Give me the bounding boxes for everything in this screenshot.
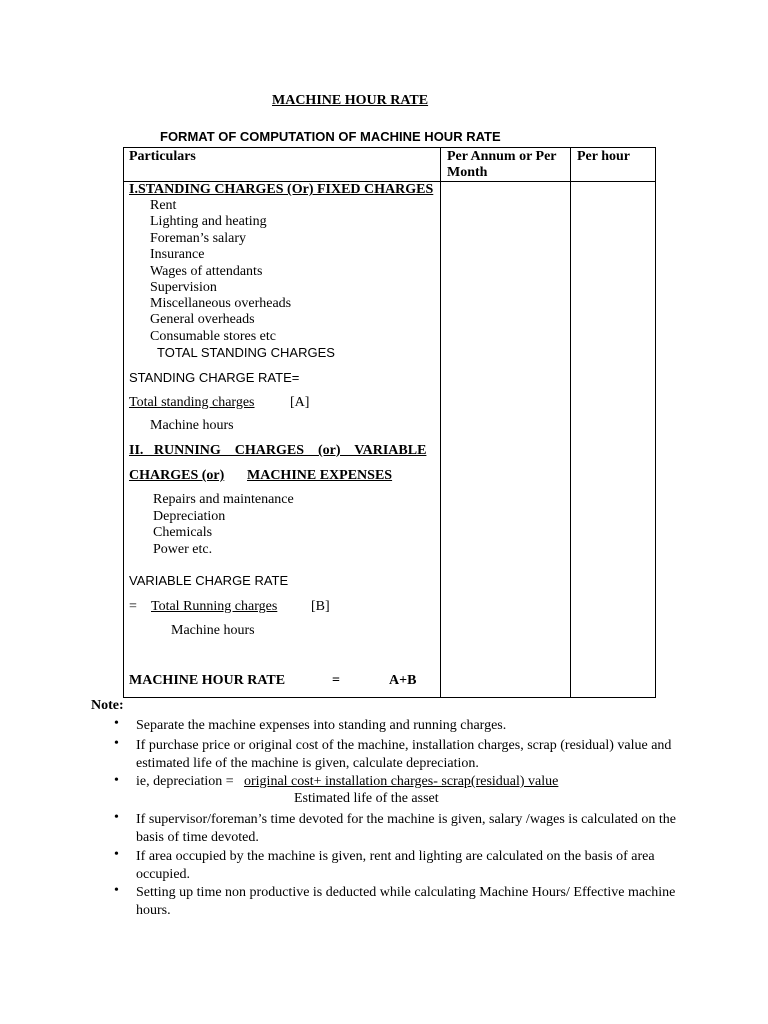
standing-item: Consumable stores etc: [150, 329, 276, 344]
note-item: If purchase price or original cost of the machine, installation charges, scrap (residual) value and estimated life of the machine is given, calculate depreciation.: [136, 738, 672, 771]
running-item: Chemicals: [153, 525, 213, 540]
table-subtitle: FORMAT OF COMPUTATION OF MACHINE HOUR RATE: [160, 129, 501, 144]
note-item: If area occupied by the machine is given, rent and lighting are calculated on the basis of area occupied.: [136, 849, 655, 882]
standing-rate-label: STANDING CHARGE RATE=: [129, 370, 300, 385]
bullet-icon: •: [114, 883, 119, 898]
standing-item: Foreman’s salary: [150, 231, 247, 246]
bullet-icon: •: [114, 847, 119, 862]
depreciation-numerator: original cost+ installation charges- scrap(residual) value: [244, 774, 559, 789]
variable-rate-numerator: Total Running charges: [151, 599, 278, 614]
header-particulars: Particulars: [129, 149, 196, 164]
header-per-hour: Per hour: [577, 149, 631, 164]
standing-rate-denominator: Machine hours: [150, 418, 234, 433]
standing-item: General overheads: [150, 312, 255, 327]
running-heading-line2b: MACHINE EXPENSES: [247, 468, 393, 483]
standing-rate-numerator: Total standing charges: [129, 395, 255, 410]
marker-b: [B]: [311, 599, 330, 614]
header-per-annum-1: Per Annum or Per: [447, 149, 557, 164]
running-heading-line2a: CHARGES (or): [129, 468, 225, 483]
standing-heading: I.STANDING CHARGES (Or) FIXED CHARGES: [129, 182, 434, 197]
running-item: Power etc.: [153, 542, 213, 557]
bullet-icon: •: [114, 736, 119, 751]
standing-item: Lighting and heating: [150, 214, 267, 229]
header-per-annum-2: Month: [447, 165, 488, 180]
machine-hour-rate-label: MACHINE HOUR RATE: [129, 673, 286, 688]
bullet-icon: •: [114, 773, 119, 788]
bullet-icon: •: [114, 810, 119, 825]
running-heading-line1: II. RUNNING CHARGES (or) VARIABLE: [129, 443, 427, 458]
standing-item: Wages of attendants: [150, 264, 263, 279]
running-item: Depreciation: [153, 509, 226, 524]
machine-hour-rate-equals: =: [332, 673, 340, 688]
page-title: MACHINE HOUR RATE: [272, 93, 429, 108]
running-item: Repairs and maintenance: [153, 492, 294, 507]
variable-rate-label: VARIABLE CHARGE RATE: [129, 573, 289, 588]
bullet-icon: •: [114, 716, 119, 731]
note-item: If supervisor/foreman’s time devoted for the machine is given, salary /wages is calculated on the basis of time devoted.: [136, 812, 676, 845]
note-item: Setting up time non productive is deducted while calculating Machine Hours/ Effective machine hours.: [136, 885, 676, 918]
variable-rate-denominator: Machine hours: [171, 623, 255, 638]
machine-hour-rate-formula: A+B: [389, 673, 417, 688]
standing-item: Supervision: [150, 280, 217, 295]
standing-item: Miscellaneous overheads: [150, 296, 292, 311]
variable-rate-equals: =: [129, 599, 137, 614]
total-standing-charges: TOTAL STANDING CHARGES: [157, 345, 335, 360]
depreciation-denominator: Estimated life of the asset: [294, 791, 439, 806]
standing-item: Insurance: [150, 247, 205, 262]
standing-item: Rent: [150, 198, 177, 213]
notes-heading: Note:: [91, 698, 124, 713]
note-item: Separate the machine expenses into standing and running charges.: [136, 718, 507, 733]
depreciation-label: ie, depreciation =: [136, 774, 238, 789]
marker-a: [A]: [290, 395, 310, 410]
